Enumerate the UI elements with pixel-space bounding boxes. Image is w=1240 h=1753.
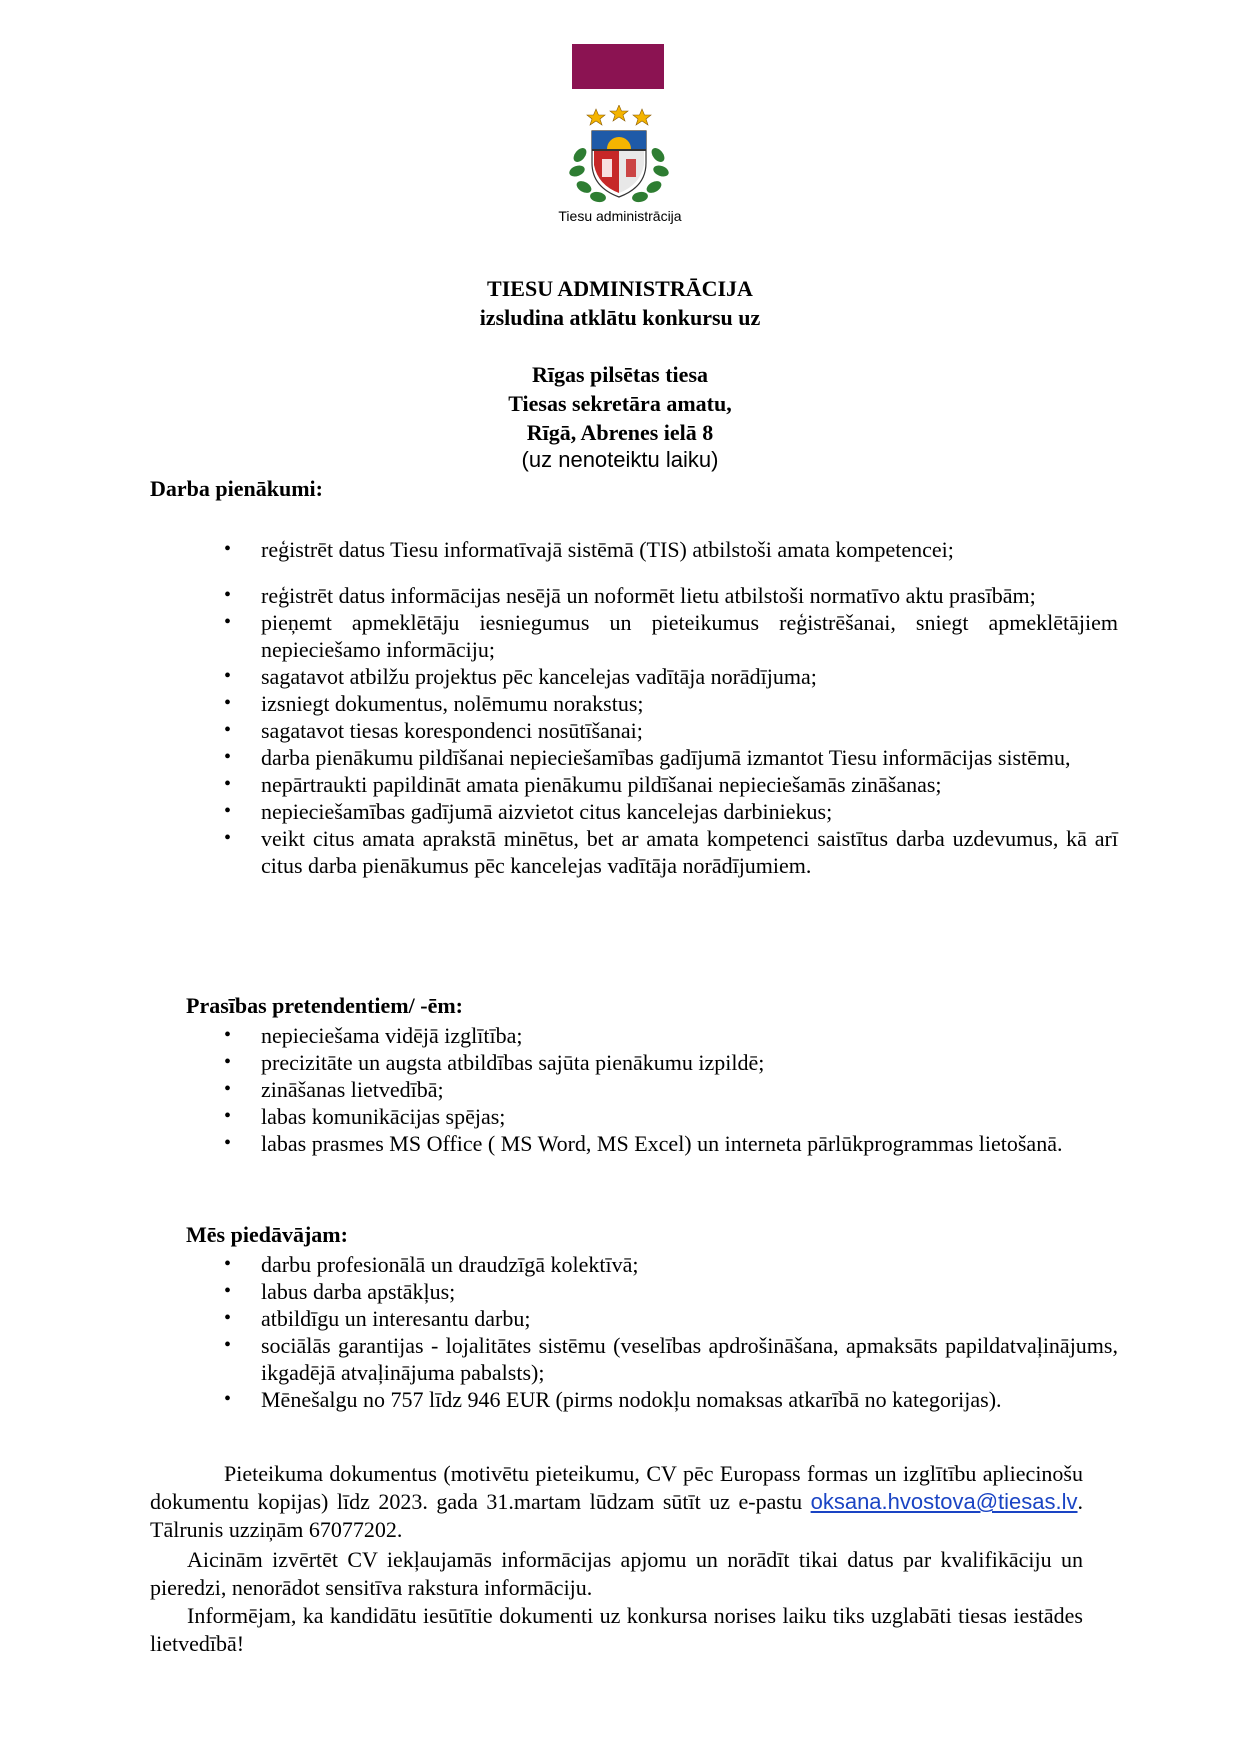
- org-caption: Tiesu administrācija: [558, 208, 682, 224]
- requirements-list: [224, 1022, 1118, 1157]
- list-item: • pieņemt apmeklētāju iesniegumus un pieteikumus reģistrēšanai, sniegt apmeklētājiem nepieciešamo informāciju;: [224, 609, 1118, 663]
- announcement-line: izsludina atklātu konkursu uz: [479, 305, 761, 330]
- list-item: • labas prasmes MS Office ( MS Word, MS Excel) un interneta pārlūkprogrammas lietošanā.: [224, 1130, 1118, 1157]
- list-item: • darbu profesionālā un draudzīgā kolektīvā;: [224, 1251, 1118, 1278]
- cv-note-paragraph: Aicinām izvērtēt CV iekļaujamās informācijas apjomu un norādīt tikai datus par kvalifikāciju un pieredzi, nenorādot sensitīva rakstura informāciju.: [150, 1547, 1083, 1600]
- application-text: Pieteikuma dokumentus (motivētu pieteikumu, CV pēc Europass formas un izglītību apliecinošu dokumentu kopijas) līdz 2023. gada 31.martam lūdzam sūtīt uz e-pastu: [150, 1461, 1083, 1514]
- storage-note-paragraph: Informējam, ka kandidātu iesūtītie dokumenti uz konkursa norises laiku tiks uzglabāti tiesas iestādes lietvedībā!: [150, 1603, 1083, 1656]
- coat-of-arms-logo: [568, 105, 670, 205]
- org-title: TIESU ADMINISTRĀCIJA: [487, 276, 753, 301]
- list-item: • nepieciešama vidējā izglītība;: [224, 1022, 1118, 1049]
- email-link[interactable]: oksana.hvostova@tiesas.lv: [810, 1489, 1078, 1514]
- list-item: • sociālās garantijas - lojalitātes sistēmu (veselības apdrošināšana, apmaksāts papildatvaļinājums, ikgadējā atvaļinājuma pabalsts);: [224, 1332, 1118, 1386]
- offer-title: Mēs piedāvājam:: [186, 1222, 348, 1247]
- brand-color-block: [572, 44, 664, 89]
- phone-text: . Tālrunis uzziņām 67077202.: [150, 1489, 1084, 1542]
- list-item: • atbildīgu un interesantu darbu;: [224, 1305, 1118, 1332]
- offer-list: [224, 1251, 1118, 1413]
- list-item: • reģistrēt datus Tiesu informatīvajā sistēmā (TIS) atbilstoši amata kompetencei;: [224, 536, 1118, 563]
- court-name: Rīgas pilsētas tiesa: [532, 362, 708, 387]
- list-item: • sagatavot tiesas korespondenci nosūtīšanai;: [224, 717, 1118, 744]
- list-item: • izsniegt dokumentus, nolēmumu norakstus;: [224, 690, 1118, 717]
- list-item: • nepārtraukti papildināt amata pienākumu pildīšanai nepieciešamās zināšanas;: [224, 771, 1118, 798]
- list-item: • sagatavot atbilžu projektus pēc kancelejas vadītāja norādījuma;: [224, 663, 1118, 690]
- duties-list: [224, 536, 1118, 879]
- list-item: • labus darba apstākļus;: [224, 1278, 1118, 1305]
- position-title: Tiesas sekretāra amatu,: [508, 391, 732, 416]
- list-item: • Mēnešalgu no 757 līdz 946 EUR (pirms nodokļu nomaksas atkarībā no kategorijas).: [224, 1386, 1118, 1413]
- position-address: Rīgā, Abrenes ielā 8: [526, 420, 714, 445]
- list-item: • zināšanas lietvedībā;: [224, 1076, 1118, 1103]
- position-term: (uz nenoteiktu laiku): [521, 447, 719, 472]
- list-item: • darba pienākumu pildīšanai nepieciešamības gadījumā izmantot Tiesu informācijas sistēmu,: [224, 744, 1118, 771]
- list-item: • veikt citus amata aprakstā minētus, bet ar amata kompetenci saistītus darba uzdevumus, kā arī citus darba pienākumus pēc kancelejas vadītāja norādījumiem.: [224, 825, 1118, 879]
- list-item: • reģistrēt datus informācijas nesējā un noformēt lietu atbilstoši normatīvo aktu prasībām;: [224, 582, 1118, 609]
- list-item: • nepieciešamības gadījumā aizvietot citus kancelejas darbiniekus;: [224, 798, 1118, 825]
- duties-title: Darba pienākumi:: [150, 476, 323, 501]
- requirements-title: Prasības pretendentiem/ -ēm:: [186, 993, 463, 1018]
- list-item: • labas komunikācijas spējas;: [224, 1103, 1118, 1130]
- application-paragraph: [150, 1460, 1083, 1544]
- list-item: • precizitāte un augsta atbildības sajūta pienākumu izpildē;: [224, 1049, 1118, 1076]
